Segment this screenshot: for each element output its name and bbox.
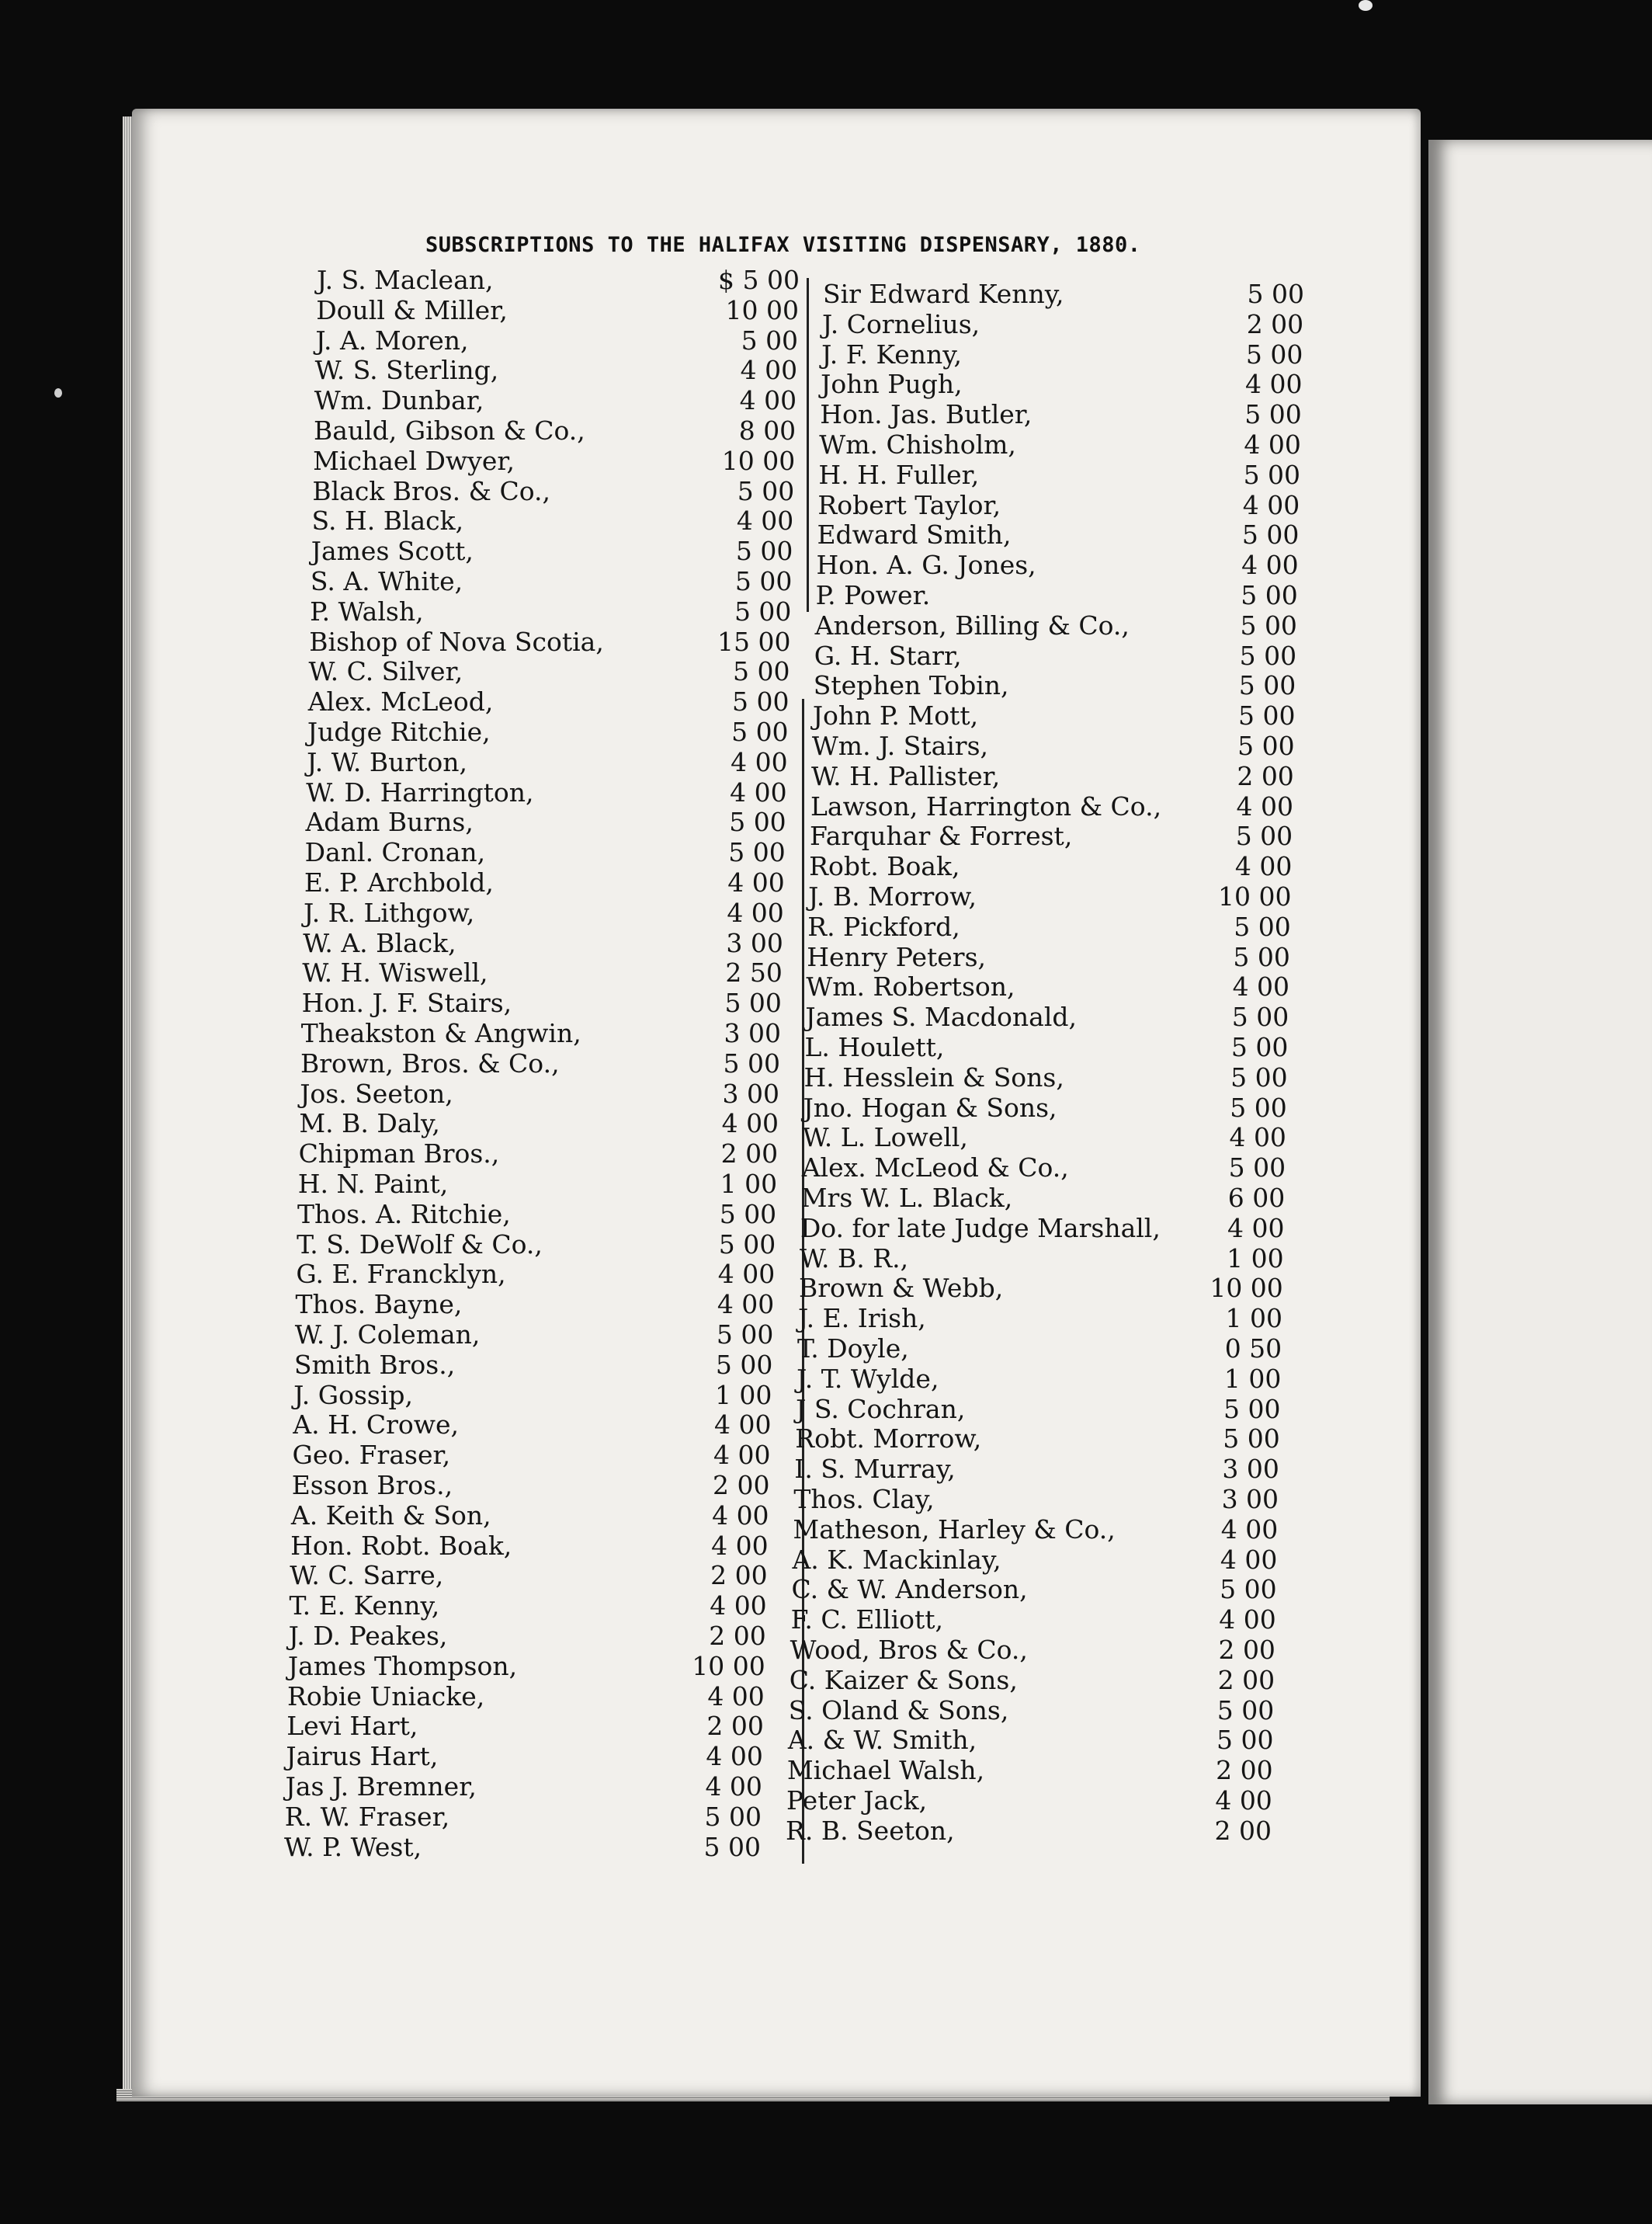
subscriber-name: Robt. Boak, xyxy=(809,851,960,882)
subscriber-name: C. Kaizer & Sons, xyxy=(789,1664,1018,1695)
subscription-amount: 4 00 xyxy=(1234,851,1293,882)
subscriber-name: Doull & Miller, xyxy=(316,294,508,325)
subscription-amount: 5 00 xyxy=(741,325,799,356)
subscription-amount: 4 00 xyxy=(1236,791,1293,822)
subscription-amount: 10 00 xyxy=(1210,1273,1283,1304)
subscriber-name: Thos. Clay, xyxy=(793,1484,935,1514)
subscriber-name: R. W. Fraser, xyxy=(284,1801,450,1832)
subscription-amount: 3 00 xyxy=(726,927,783,958)
subscription-amount: 1 00 xyxy=(1225,1303,1282,1334)
subscriber-name: J. Gossip, xyxy=(293,1379,414,1410)
subscriber-name: Peter Jack, xyxy=(786,1785,928,1816)
subscriber-name: Judge Ritchie, xyxy=(307,717,491,747)
subscription-amount: 4 00 xyxy=(1245,369,1303,400)
subscriber-name: Wm. Dunbar, xyxy=(314,385,484,416)
subscription-amount: 5 00 xyxy=(715,1349,773,1380)
subscriber-name: Wood, Bros & Co., xyxy=(790,1635,1028,1665)
subscription-amount: 4 00 xyxy=(1241,550,1299,581)
subscriber-name: Wm. Robertson, xyxy=(806,971,1015,1003)
subscription-amount: 4 00 xyxy=(740,355,798,386)
subscription-amount: 4 00 xyxy=(710,1590,767,1621)
subscription-amount: 4 00 xyxy=(713,1440,771,1471)
subscriber-name: E. P. Archbold, xyxy=(304,867,494,898)
subscription-amount: 5 00 xyxy=(1230,1092,1287,1123)
subscription-amount: 4 00 xyxy=(712,1499,769,1531)
subscription-amount: 4 00 xyxy=(1215,1785,1272,1816)
subscriber-name: Levi Hart, xyxy=(286,1711,418,1742)
subscriber-name: Michael Dwyer, xyxy=(313,445,515,476)
subscription-amount: 3 00 xyxy=(722,1078,780,1109)
subscriber-name: J. F. Kenny, xyxy=(821,339,963,370)
subscription-amount: 5 00 xyxy=(1216,1694,1275,1725)
subscription-amount: 5 00 xyxy=(1235,821,1293,852)
subscriber-name: J. S. Maclean, xyxy=(317,265,494,295)
subscription-amount: 5 00 xyxy=(1239,640,1297,671)
subscriber-name: J. D. Peakes, xyxy=(288,1621,448,1651)
subscriber-name: R. B. Seeton, xyxy=(786,1815,955,1846)
subscriber-name: I. S. Murray, xyxy=(794,1454,956,1485)
subscription-amount: 4 00 xyxy=(1242,489,1300,520)
subscription-amount: 5 00 xyxy=(1231,1002,1289,1033)
subscription-amount: 6 00 xyxy=(1227,1183,1286,1213)
subscription-amount: 4 00 xyxy=(1227,1212,1285,1243)
subscriber-name: John Pugh, xyxy=(821,369,963,400)
subscriber-name: H. Hesslein & Sons, xyxy=(803,1062,1064,1093)
subscription-amount: 5 00 xyxy=(1238,670,1296,701)
subscriber-name: Edward Smith, xyxy=(817,520,1012,551)
subscriber-name: Thos. A. Ritchie, xyxy=(297,1198,511,1229)
subscriber-name: Bishop of Nova Scotia, xyxy=(309,626,604,657)
subscriber-name: Danl. Cronan, xyxy=(304,837,486,868)
subscriber-name: Esson Bros., xyxy=(291,1470,453,1500)
scan-speck xyxy=(1359,0,1373,11)
subscription-amount: 10 00 xyxy=(1218,881,1292,912)
subscriber-name: S. Oland & Sons, xyxy=(788,1694,1009,1725)
subscription-amount: 1 00 xyxy=(714,1379,772,1410)
subscriber-name: A. H. Crowe, xyxy=(293,1409,460,1440)
subscriber-name: Brown & Webb, xyxy=(798,1273,1004,1304)
subscription-amount: 10 00 xyxy=(692,1650,765,1681)
subscription-amount: 2 00 xyxy=(706,1711,764,1742)
subscription-amount: 2 00 xyxy=(710,1560,768,1591)
subscription-amount: 4 00 xyxy=(717,1259,776,1290)
subscription-amount: 5 00 xyxy=(703,1831,761,1862)
subscription-amount: 4 00 xyxy=(705,1771,762,1802)
subscriber-name: C. & W. Anderson, xyxy=(791,1574,1028,1605)
subscription-amount: 2 00 xyxy=(720,1138,779,1169)
subscription-amount: 2 00 xyxy=(1237,760,1294,791)
subscriber-name: Geo. Fraser, xyxy=(292,1440,451,1471)
subscription-amount: 5 00 xyxy=(731,717,789,747)
subscription-amount: 5 00 xyxy=(1240,610,1297,641)
subscription-amount: 5 00 xyxy=(1241,520,1300,551)
subscription-amount: 2 00 xyxy=(709,1621,766,1651)
subscription-amount: 2 00 xyxy=(1218,1635,1275,1665)
subscriber-name: Hon. Robt. Boak, xyxy=(290,1530,512,1561)
subscription-amount: 4 00 xyxy=(1219,1604,1276,1635)
subscriber-name: Alex. McLeod & Co., xyxy=(801,1152,1069,1183)
subscriber-name: Hon. A. G. Jones, xyxy=(816,550,1036,581)
subscription-amount: 2 00 xyxy=(1246,308,1304,339)
subscription-amount: 5 00 xyxy=(724,988,782,1019)
scan-speck xyxy=(54,388,62,398)
subscription-amount: 5 00 xyxy=(729,807,786,838)
subscription-amount: 5 00 xyxy=(732,686,790,718)
subscriber-name: J. R. Lithgow, xyxy=(304,897,475,928)
subscriber-name: P. Walsh, xyxy=(310,596,424,627)
subscription-amount: 4 00 xyxy=(717,1289,775,1320)
subscription-amount: 5 00 xyxy=(1230,1032,1289,1062)
subscription-amount: 5 00 xyxy=(1234,911,1291,942)
subscription-amount: 4 00 xyxy=(727,897,784,928)
subscriber-name: Bauld, Gibson & Co., xyxy=(313,415,585,446)
subscriber-name: Robert Taylor, xyxy=(817,489,1001,520)
subscriber-name: W. A. Black, xyxy=(303,927,456,958)
subscriber-name: W. H. Wiswell, xyxy=(302,957,488,989)
subscription-amount: 4 00 xyxy=(730,777,787,808)
subscription-amount: 5 00 xyxy=(1241,580,1298,610)
subscription-amount: $ 5 00 xyxy=(718,265,800,295)
subscription-amount: 0 50 xyxy=(1224,1333,1282,1364)
subscriber-name: Jairus Hart, xyxy=(286,1741,439,1772)
subscriber-name: Smith Bros., xyxy=(293,1349,456,1380)
subscriber-name: H. H. Fuller, xyxy=(818,459,980,490)
subscriber-name: W. B. R., xyxy=(799,1242,909,1274)
subscription-amount: 1 00 xyxy=(1223,1363,1282,1394)
subscriber-name: John P. Mott, xyxy=(812,700,979,731)
subscriber-name: Brown, Bros. & Co., xyxy=(300,1048,560,1079)
subscription-amount: 3 00 xyxy=(1221,1484,1279,1514)
subscriber-name: G. H. Starr, xyxy=(814,640,962,671)
subscriber-name: M. B. Daly, xyxy=(299,1108,440,1139)
subscriber-name: W. L. Lowell, xyxy=(802,1122,968,1153)
subscription-amount: 4 00 xyxy=(1244,429,1301,460)
subscriber-name: W. P. West, xyxy=(284,1831,422,1862)
subscription-amount: 4 00 xyxy=(1220,1544,1278,1575)
subscription-amount: 5 00 xyxy=(1228,1152,1286,1183)
subscriber-name: F. C. Elliott, xyxy=(790,1604,943,1635)
subscription-amount: 1 00 xyxy=(720,1169,778,1199)
column-divider xyxy=(807,278,809,612)
subscription-amount: 2 00 xyxy=(713,1470,770,1500)
subscription-amount: 5 00 xyxy=(1237,731,1295,761)
subscription-amount: 4 00 xyxy=(739,385,797,416)
subscription-amount: 1 00 xyxy=(1227,1242,1284,1274)
subscriber-name: J. B. Morrow, xyxy=(808,881,977,912)
subscriber-name: T. E. Kenny, xyxy=(289,1590,440,1621)
subscriber-name: Mrs W. L. Black, xyxy=(800,1183,1013,1213)
subscription-amount: 2 50 xyxy=(725,957,783,989)
subscription-amount: 3 00 xyxy=(724,1018,781,1048)
subscription-amount: 5 00 xyxy=(719,1198,777,1229)
subscriber-name: H. N. Paint, xyxy=(297,1169,449,1199)
subscription-amount: 15 00 xyxy=(717,626,791,657)
subscriber-name: James Scott, xyxy=(311,536,474,567)
subscriber-name: Robt. Morrow, xyxy=(795,1423,982,1454)
subscription-amount: 4 00 xyxy=(727,867,785,898)
subscriber-name: G. E. Francklyn, xyxy=(296,1259,506,1290)
subscriber-name: James S. Macdonald, xyxy=(805,1002,1077,1033)
subscriber-name: James Thompson, xyxy=(287,1650,518,1681)
subscriber-name: Michael Walsh, xyxy=(786,1755,985,1786)
subscriber-name: Farquhar & Forrest, xyxy=(810,821,1073,852)
subscriber-name: Matheson, Harley & Co., xyxy=(793,1513,1116,1545)
subscriber-name: Adam Burns, xyxy=(305,807,474,838)
subscription-amount: 4 00 xyxy=(707,1680,765,1711)
subscriber-name: J. E. Irish, xyxy=(798,1303,926,1334)
subscriber-name: J. W. Burton, xyxy=(307,746,467,777)
subscriber-name: W. H. Pallister, xyxy=(810,760,1001,791)
subscription-amount: 5 00 xyxy=(734,566,793,596)
subscriber-name: Chipman Bros., xyxy=(298,1138,500,1169)
subscriber-name: Jas J. Bremner, xyxy=(285,1771,477,1802)
subscriber-name: L. Houlett, xyxy=(804,1032,945,1062)
subscription-amount: 5 00 xyxy=(1220,1574,1277,1605)
subscriber-name: T. Doyle, xyxy=(797,1333,909,1364)
document-title: SUBSCRIPTIONS TO THE HALIFAX VISITING DISPENSARY, 1880. xyxy=(425,233,1141,257)
subscriber-name: J. Cornelius, xyxy=(822,308,980,339)
subscriber-name: Theakston & Angwin, xyxy=(300,1018,581,1048)
subscriber-name: W. S. Sterling, xyxy=(314,355,499,386)
subscription-amount: 4 00 xyxy=(713,1409,772,1440)
subscription-amount: 5 00 xyxy=(1244,399,1302,430)
subscriber-name: W. D. Harrington, xyxy=(306,777,534,808)
subscriber-name: Henry Peters, xyxy=(807,941,986,972)
subscription-amount: 2 00 xyxy=(1217,1664,1275,1695)
subscription-amount: 5 00 xyxy=(716,1319,774,1350)
subscription-amount: 10 00 xyxy=(725,294,800,325)
subscriber-name: J. A. Moren, xyxy=(315,325,469,356)
subscriber-name: W. C. Silver, xyxy=(308,656,463,687)
subscriber-name: J. T. Wylde, xyxy=(796,1363,939,1394)
subscription-amount: 5 00 xyxy=(1223,1393,1281,1424)
subscription-amount: 4 00 xyxy=(711,1530,769,1561)
subscription-amount: 2 00 xyxy=(1216,1755,1273,1786)
subscription-amount: 5 00 xyxy=(718,1228,776,1260)
subscription-amount: 5 00 xyxy=(737,475,795,506)
subscription-amount: 5 00 xyxy=(1216,1725,1274,1756)
subscriber-name: Robie Uniacke, xyxy=(287,1680,485,1711)
subscriber-name: R. Pickford, xyxy=(807,911,960,942)
subscription-amount: 4 00 xyxy=(1220,1513,1279,1545)
subscription-amount: 4 00 xyxy=(706,1741,763,1772)
subscriber-name: Hon. J. F. Stairs, xyxy=(301,988,512,1019)
subscription-amount: 4 00 xyxy=(721,1108,779,1139)
subscriber-name: Wm. Chisholm, xyxy=(819,429,1016,460)
subscription-amount: 5 00 xyxy=(728,837,786,868)
subscriber-name: Thos. Bayne, xyxy=(295,1289,463,1320)
subscription-amount: 4 00 xyxy=(1229,1122,1286,1153)
adjacent-page-edge xyxy=(1428,140,1652,2104)
subscriber-name: W. J. Coleman, xyxy=(294,1319,481,1350)
subscriber-name: Hon. Jas. Butler, xyxy=(820,399,1032,430)
subscriber-name: Do. for late Judge Marshall, xyxy=(800,1212,1161,1243)
subscriber-name: Black Bros. & Co., xyxy=(312,475,550,506)
subscriber-name: A. K. Mackinlay, xyxy=(792,1544,1001,1575)
subscription-amount: 5 00 xyxy=(1237,700,1296,731)
subscriber-name: Jos. Seeton, xyxy=(300,1078,453,1109)
subscriber-name: Lawson, Harrington & Co., xyxy=(810,791,1162,822)
subscriber-name: Sir Edward Kenny, xyxy=(823,279,1064,309)
subscriber-name: Wm. J. Stairs, xyxy=(811,731,989,761)
subscription-amount: 5 00 xyxy=(1243,459,1301,490)
subscription-amount: 3 00 xyxy=(1222,1454,1279,1485)
subscription-amount: 5 00 xyxy=(735,536,793,567)
subscriber-name: Jno. Hogan & Sons, xyxy=(803,1092,1057,1123)
subscription-amount: 5 00 xyxy=(1245,339,1303,370)
subscriber-name: Stephen Tobin, xyxy=(813,670,1009,701)
subscription-amount: 10 00 xyxy=(721,445,796,476)
subscription-amount: 5 00 xyxy=(1223,1423,1280,1454)
subscriber-name: W. C. Sarre, xyxy=(290,1560,444,1591)
subscriber-name: Alex. McLeod, xyxy=(307,686,494,718)
subscriber-name: A. & W. Smith, xyxy=(787,1725,977,1756)
subscription-amount: 4 00 xyxy=(731,746,788,777)
subscriber-name: J S. Cochran, xyxy=(796,1393,966,1424)
subscription-amount: 5 00 xyxy=(704,1801,762,1832)
subscription-amount: 5 00 xyxy=(723,1048,780,1079)
subscription-amount: 8 00 xyxy=(738,415,796,446)
subscriber-name: S. H. Black, xyxy=(311,506,464,537)
subscriber-name: S. A. White, xyxy=(310,566,463,596)
subscriber-name: T. S. DeWolf & Co., xyxy=(297,1228,543,1260)
subscription-amount: 5 00 xyxy=(734,596,792,627)
subscription-amount: 5 00 xyxy=(1233,941,1290,972)
subscription-amount: 4 00 xyxy=(1232,971,1290,1003)
subscriber-name: A. Keith & Son, xyxy=(290,1499,491,1531)
subscription-amount: 2 00 xyxy=(1214,1815,1272,1846)
subscription-amount: 5 00 xyxy=(1247,279,1304,309)
subscriber-name: Anderson, Billing & Co., xyxy=(814,610,1130,641)
subscription-amount: 5 00 xyxy=(1230,1062,1288,1093)
subscriber-name: P. Power. xyxy=(815,580,931,610)
subscription-amount: 4 00 xyxy=(736,506,794,537)
subscription-amount: 5 00 xyxy=(733,656,790,687)
